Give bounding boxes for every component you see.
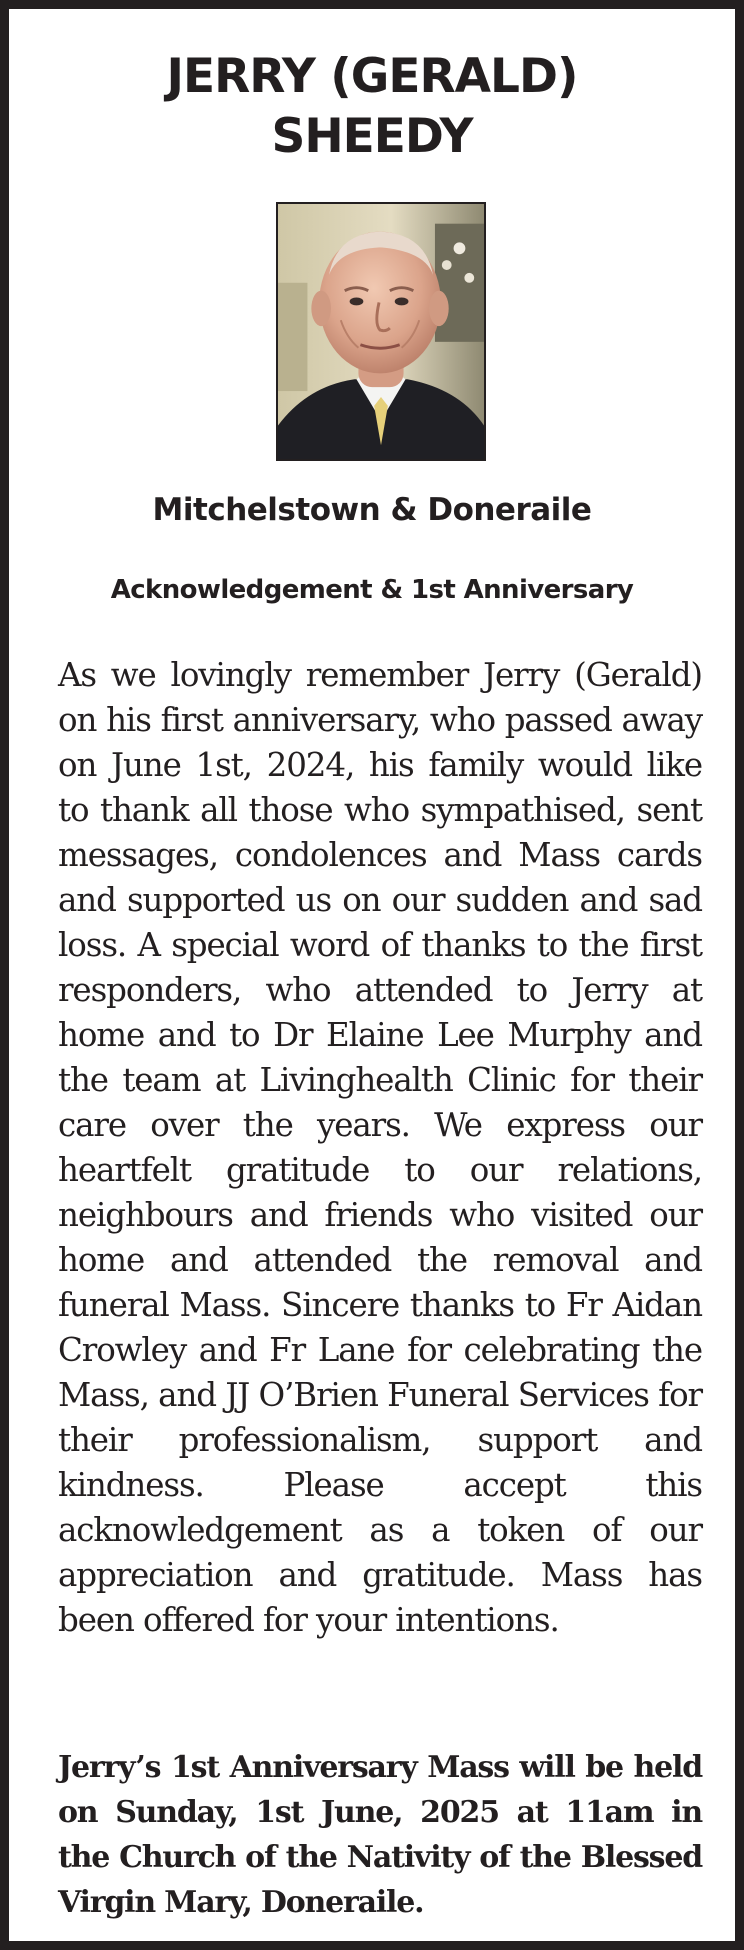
- location-title: Mitchelstown & Doneraile: [152, 492, 592, 528]
- deceased-name-line-2: SHEEDY: [271, 109, 473, 164]
- anniversary-mass-details: Jerry’s 1st Anniversary Mass will be held on Sunday, 1st June, 2025 at 11am in the Church of the Nativity of the Blessed Virgin Mary, Doneraile.: [58, 1750, 702, 1920]
- portrait-photo: [276, 202, 486, 461]
- deceased-name: [29, 47, 715, 167]
- portrait-illustration: [278, 204, 484, 459]
- acknowledgement-text: As we lovingly remember Jerry (Gerald) on his first anniversary, who passed away on June 1st, 2024, his family would like to thank all those who sympathised, sent messages, condolences and Mass cards and supported us on our sudden and sad loss. A special word of thanks to the first responders, who attended to Jerry at home and to Dr Elaine Lee Murphy and the team at Livinghealth Clinic for their care over the years. We express our heartfelt gratitude to our relations, neighbours and friends who visited our home and attended the removal and funeral Mass. Sincere thanks to Fr Aidan Crowley and Fr Lane for celebrating the Mass, and JJ O’Brien Funeral Services for their professionalism, support and kindness. Please accept this acknowledgement as a token of our appreciation and gratitude. Mass has been offered for your intentions.: [58, 656, 702, 1639]
- notice-heading: Acknowledgement & 1st Anniversary: [110, 575, 634, 605]
- deceased-name-line-1: JERRY (GERALD): [166, 49, 578, 104]
